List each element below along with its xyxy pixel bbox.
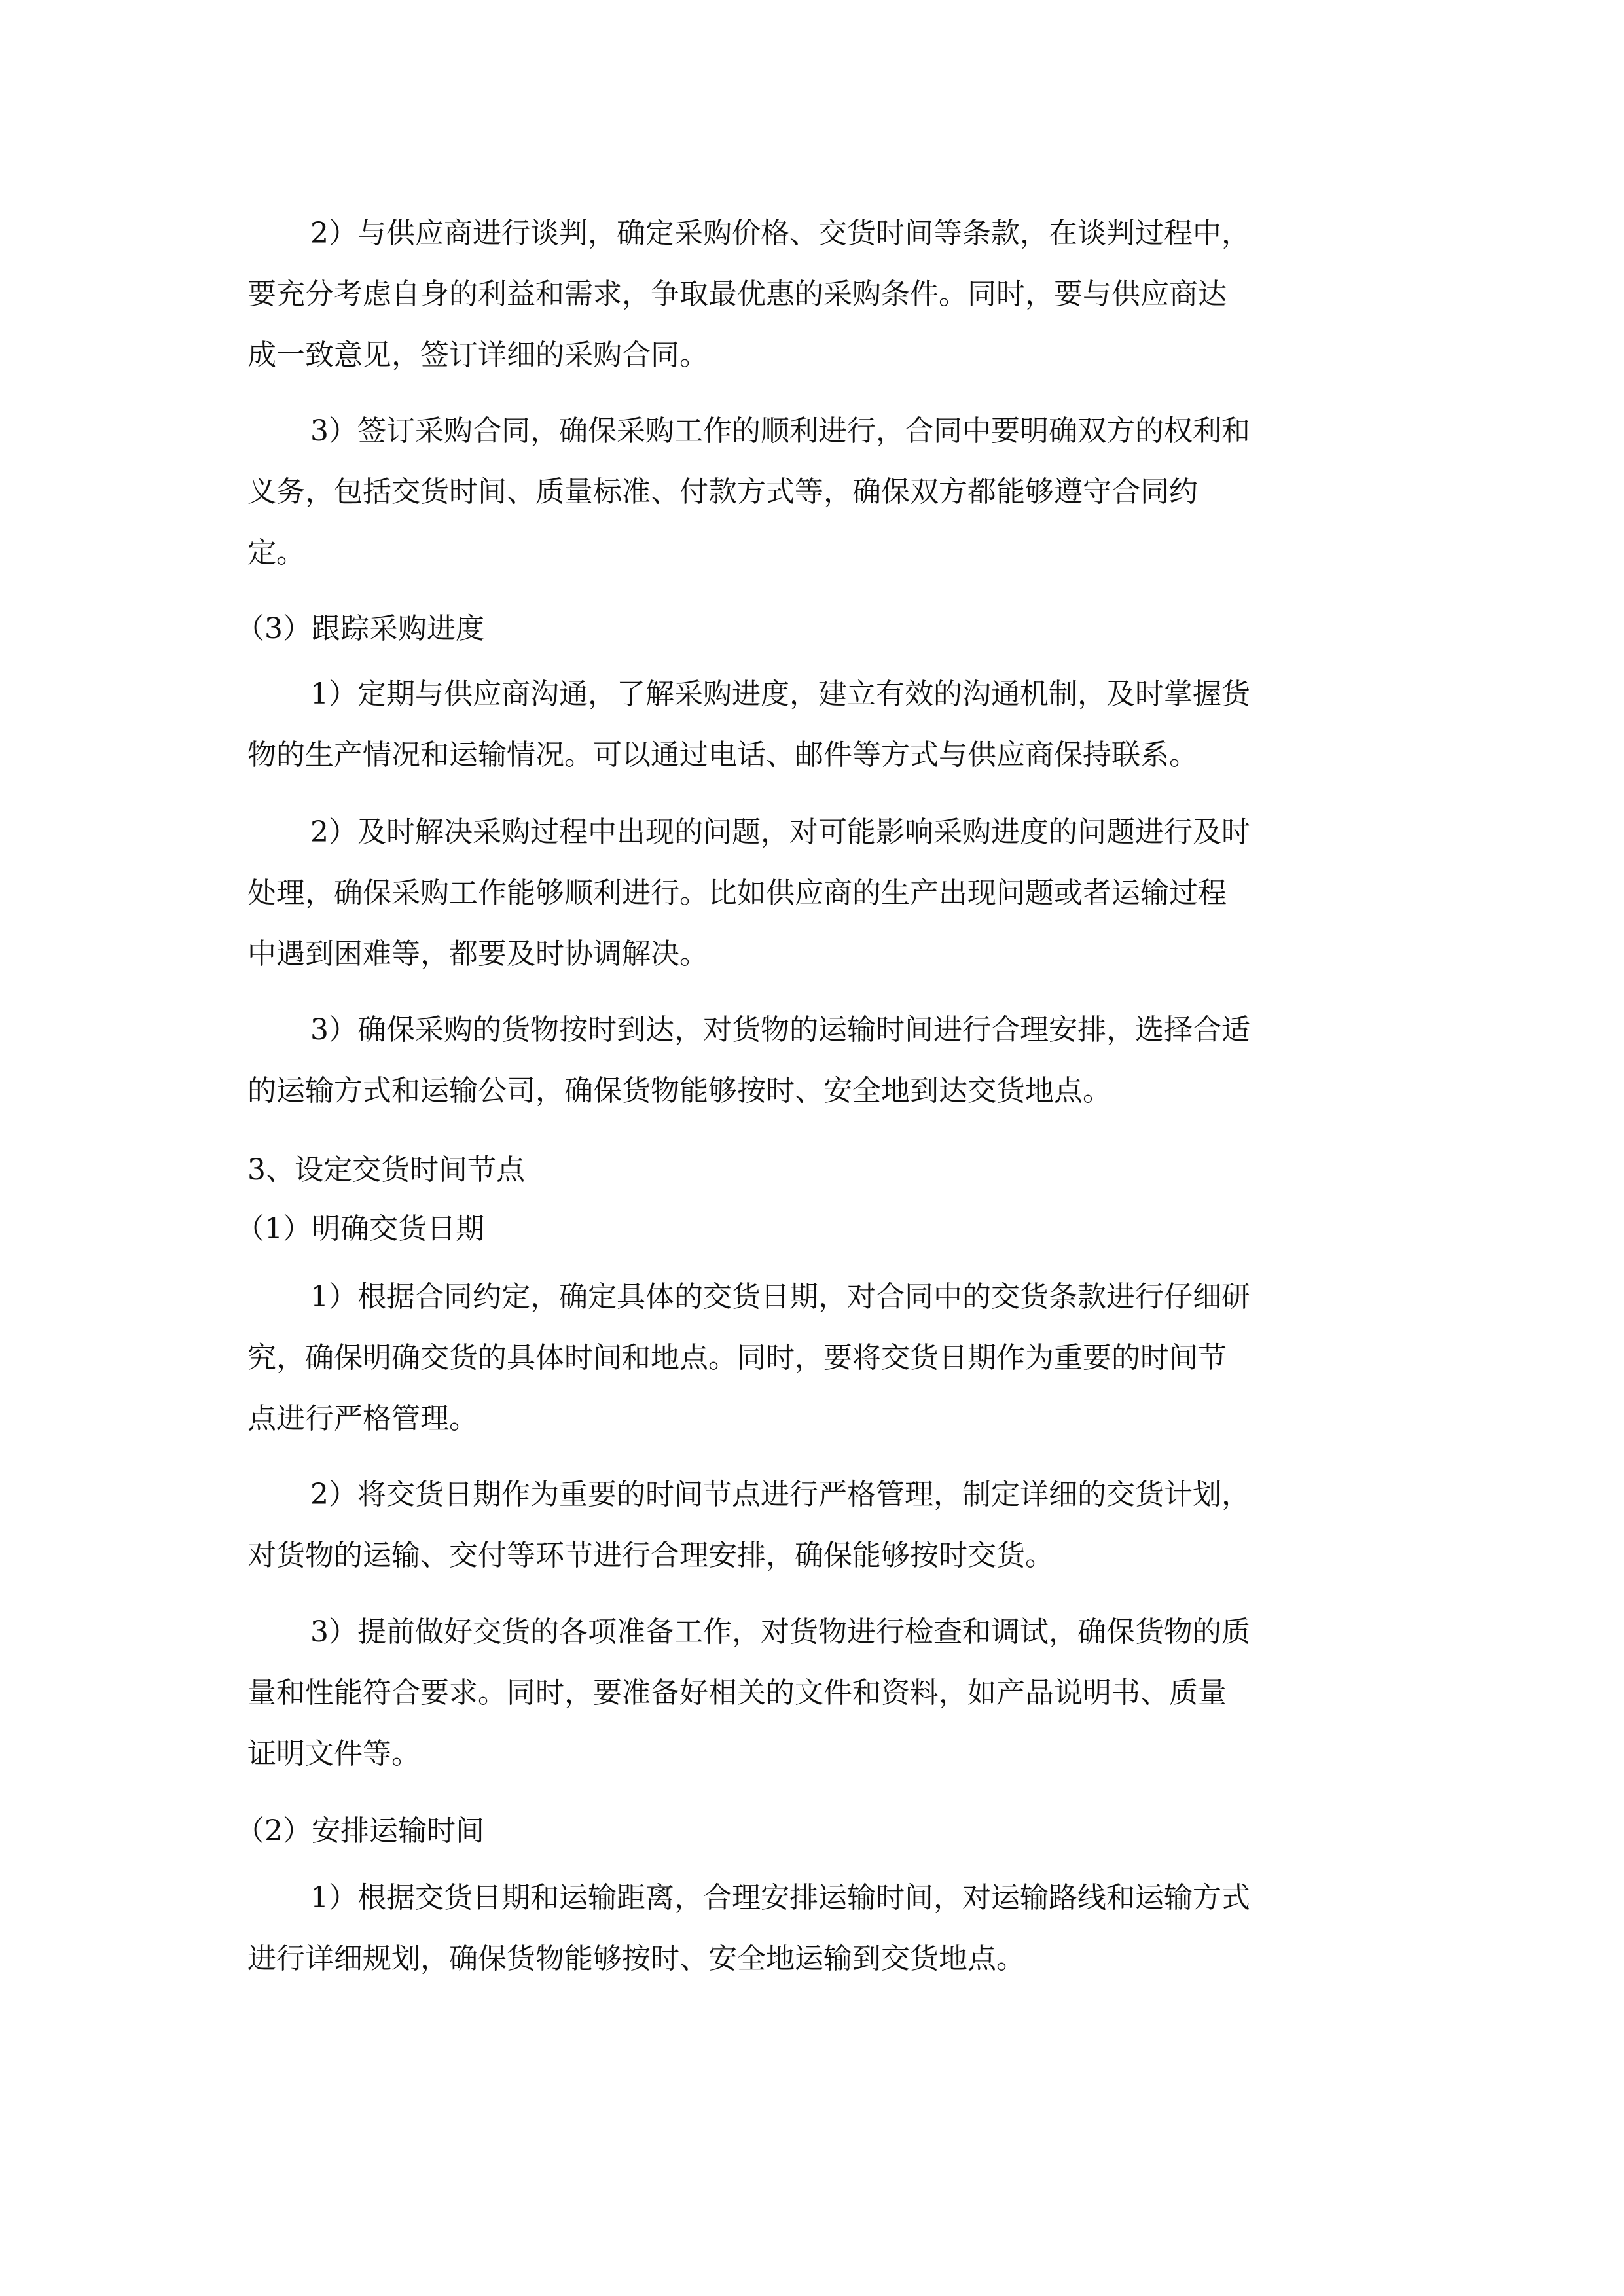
text-line: 3）签订采购合同，确保采购工作的顺利进行，合同中要明确双方的权利和 <box>310 414 1250 448</box>
heading-arrange-transport <box>236 1801 1388 1861</box>
text-line: 对货物的运输、交付等环节进行合理安排，确保能够按时交货。 <box>247 1539 1054 1572</box>
heading-text: 3、设定交货时间节点 <box>247 1153 525 1187</box>
text-line: 2）将交货日期作为重要的时间节点进行严格管理，制定详细的交货计划， <box>310 1478 1250 1511</box>
paragraph-prepare-delivery <box>247 1602 1399 1784</box>
text-line: 3）提前做好交货的各项准备工作，对货物进行检查和调试，确保货物的质 <box>310 1615 1250 1649</box>
heading-set-delivery-nodes <box>247 1139 1399 1200</box>
paragraph-plan-transport <box>247 1867 1399 1989</box>
paragraph-delivery-plan <box>247 1464 1399 1586</box>
paragraph-ensure-arrival <box>247 999 1399 1121</box>
text-line: 要充分考虑自身的利益和需求，争取最优惠的采购条件。同时，要与供应商达 <box>247 278 1227 311</box>
text-line: 成一致意见，签订详细的采购合同。 <box>247 338 708 372</box>
text-line: 进行详细规划，确保货物能够按时、安全地运输到交货地点。 <box>247 1942 1025 1975</box>
heading-track-progress <box>236 598 1388 659</box>
heading-text: （3）跟踪采购进度 <box>236 612 484 645</box>
text-line: 究，确保明确交货的具体时间和地点。同时，要将交货日期作为重要的时间节 <box>247 1341 1227 1374</box>
text-line: 的运输方式和运输公司，确保货物能够按时、安全地到达交货地点。 <box>247 1074 1111 1107</box>
heading-text: （2）安排运输时间 <box>236 1814 484 1848</box>
text-line: 2）与供应商进行谈判，确定采购价格、交货时间等条款，在谈判过程中， <box>310 217 1250 250</box>
text-line: 1）定期与供应商沟通，了解采购进度，建立有效的沟通机制，及时掌握货 <box>310 677 1250 711</box>
text-line: 物的生产情况和运输情况。可以通过电话、邮件等方式与供应商保持联系。 <box>247 738 1198 772</box>
text-line: 3）确保采购的货物按时到达，对货物的运输时间进行合理安排，选择合适 <box>310 1013 1250 1047</box>
text-line: 中遇到困难等，都要及时协调解决。 <box>247 937 708 971</box>
paragraph-sign-contract <box>247 401 1399 583</box>
text-line: 证明文件等。 <box>247 1737 420 1770</box>
heading-text: （1）明确交货日期 <box>236 1212 484 1246</box>
paragraph-determine-date <box>247 1266 1399 1449</box>
text-line: 1）根据合同约定，确定具体的交货日期，对合同中的交货条款进行仔细研 <box>310 1280 1250 1314</box>
paragraph-negotiate-supplier <box>247 203 1399 386</box>
paragraph-solve-problems <box>247 802 1399 984</box>
text-line: 定。 <box>247 536 305 569</box>
heading-define-delivery-date <box>236 1198 1388 1259</box>
text-line: 2）及时解决采购过程中出现的问题，对可能影响采购进度的问题进行及时 <box>310 816 1250 849</box>
text-line: 处理，确保采购工作能够顺利进行。比如供应商的生产出现问题或者运输过程 <box>247 876 1227 910</box>
text-line: 义务，包括交货时间、质量标准、付款方式等，确保双方都能够遵守合同约 <box>247 475 1198 509</box>
text-line: 点进行严格管理。 <box>247 1402 478 1435</box>
text-line: 1）根据交货日期和运输距离，合理安排运输时间，对运输路线和运输方式 <box>310 1881 1250 1914</box>
text-line: 量和性能符合要求。同时，要准备好相关的文件和资料，如产品说明书、质量 <box>247 1676 1227 1710</box>
paragraph-communicate-supplier <box>247 664 1399 785</box>
